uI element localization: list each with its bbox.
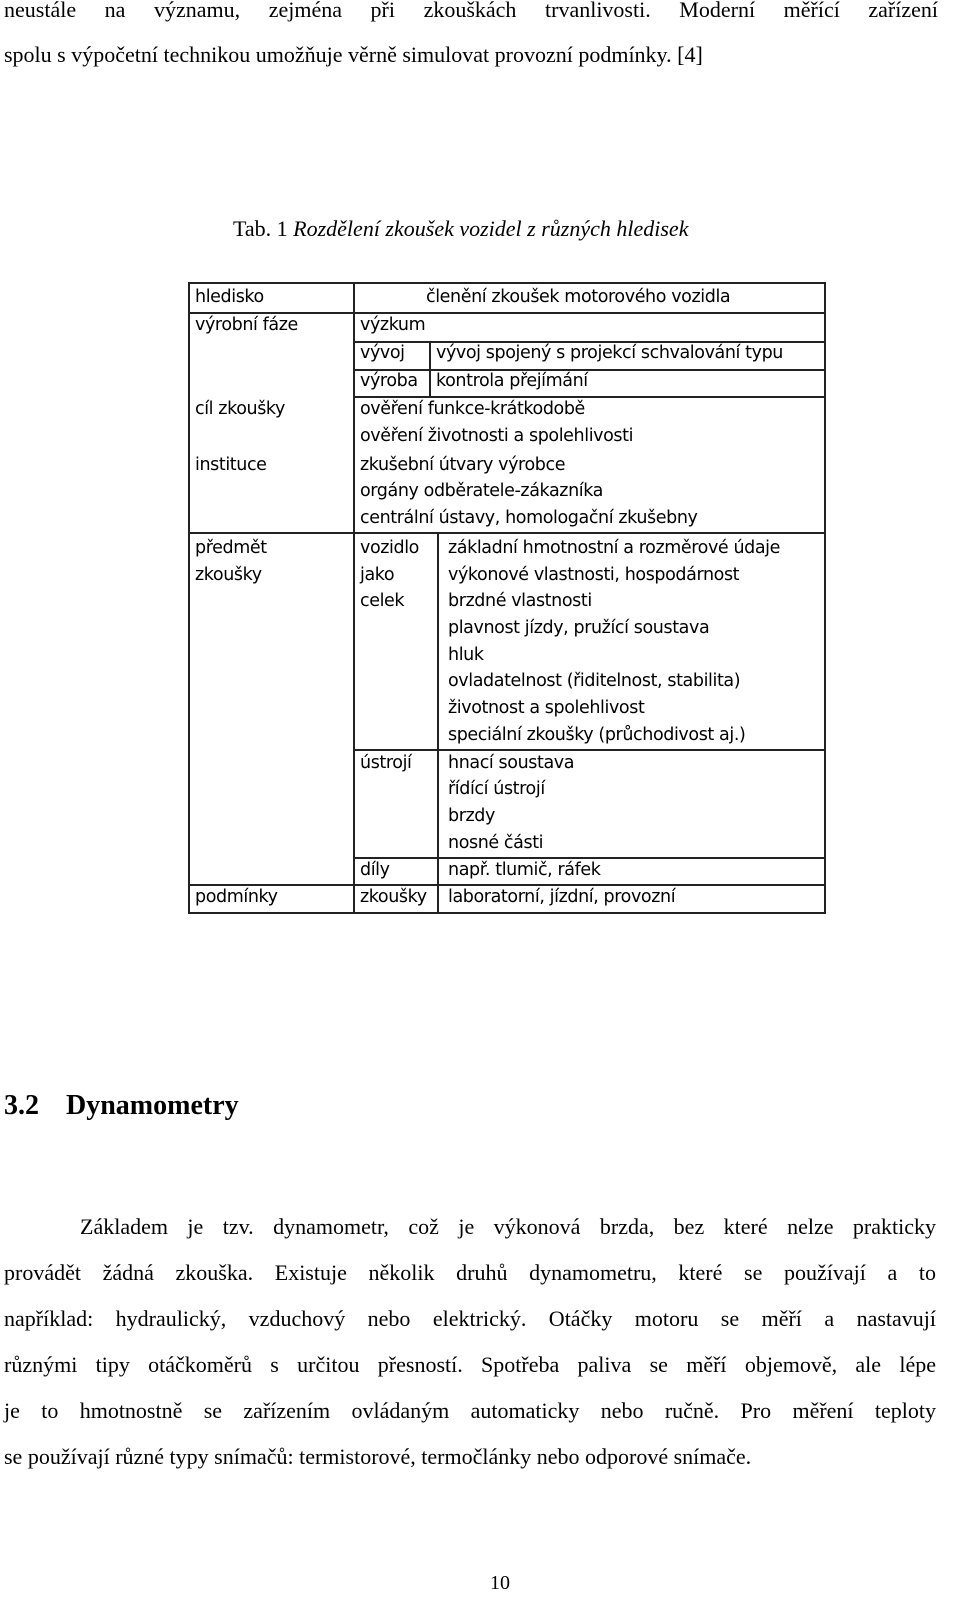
cell-hledisko: hledisko (195, 287, 264, 307)
caption-prefix: Tab. 1 (233, 216, 288, 241)
cell-ustroji-4: nosné části (448, 833, 544, 853)
cell-vyrobni-faze: výrobní fáze (195, 315, 298, 335)
cell-vyroba-popis: kontrola přejímání (436, 371, 588, 391)
cell-instituce: instituce (195, 455, 267, 475)
cell-vozidlo-2: výkonové vlastnosti, hospodárnost (448, 565, 740, 585)
cell-vozidlo-1: základní hmotnostní a rozměrové údaje (448, 538, 781, 558)
section-number: 3.2 (4, 1090, 39, 1121)
cell-vozidlo-6: ovladatelnost (řiditelnost, stabilita) (448, 671, 741, 691)
cell-cil-2: ověření životnosti a spolehlivosti (360, 426, 634, 446)
cell-vozidlo-4: plavnost jízdy, pružící soustava (448, 618, 710, 638)
intro-line-2: spolu s výpočetní technikou umožňuje věrně simulovat provozní podmínky. [4] (4, 42, 703, 67)
table-caption (233, 216, 688, 242)
cell-podminky: podmínky (195, 887, 278, 907)
cell-vozidlo-3: brzdné vlastnosti (448, 591, 592, 611)
cell-podminky-1: laboratorní, jízdní, provozní (448, 887, 676, 907)
body-line-6: se používají různé typy snímačů: termistorové, termočlánky nebo odporové snímače. (4, 1444, 752, 1469)
caption-title: Rozdělení zkoušek vozidel z různých hledisek (293, 216, 689, 241)
cell-cil-1: ověření funkce-krátkodobě (360, 399, 585, 419)
tests-table (188, 282, 826, 914)
cell-dily-1: např. tlumič, ráfek (448, 860, 601, 880)
section-heading (4, 1090, 239, 1122)
cell-vozidlo-8: speciální zkoušky (průchodivost aj.) (448, 725, 746, 745)
cell-vyzkum: výzkum (360, 315, 426, 335)
cell-zkousky-1: zkoušky (195, 565, 262, 585)
cell-jako: jako (360, 565, 395, 585)
body-line-3: například: hydraulický, vzduchový nebo elektrický. Otáčky motoru se měří a nastavují (4, 1306, 936, 1331)
cell-vyroba: výroba (360, 371, 418, 391)
cell-celek: celek (360, 591, 405, 611)
cell-instituce-2: orgány odběratele-zákazníka (360, 481, 603, 501)
cell-instituce-3: centrální ústavy, homologační zkušebny (360, 508, 698, 528)
body-line-4: různými tipy otáčkoměrů s určitou přesností. Spotřeba paliva se měří objemově, ale lépe (4, 1352, 936, 1377)
cell-ustroji: ústrojí (360, 753, 412, 773)
cell-instituce-1: zkušební útvary výrobce (360, 455, 566, 475)
section-title: Dynamometry (66, 1090, 239, 1121)
cell-dily: díly (360, 860, 390, 880)
cell-vozidlo: vozidlo (360, 538, 419, 558)
cell-header-cleneni: členění zkoušek motorového vozidla (426, 287, 731, 307)
cell-cil-zkousky: cíl zkoušky (195, 399, 285, 419)
cell-vozidlo-5: hluk (448, 645, 484, 665)
cell-predmet: předmět (195, 538, 267, 558)
cell-ustroji-2: řídící ústrojí (448, 779, 545, 799)
cell-vyvoj-popis: vývoj spojený s projekcí schvalování typu (436, 343, 783, 363)
cell-ustroji-3: brzdy (448, 806, 495, 826)
intro-line-1: neustále na významu, zejména při zkouškách trvanlivosti. Moderní měřící zařízení (4, 0, 938, 22)
page-number: 10 (490, 1572, 510, 1594)
cell-vyvoj: vývoj (360, 343, 405, 363)
body-line-2: provádět žádná zkouška. Existuje několik druhů dynamometru, které se používají a to (4, 1260, 936, 1285)
body-line-5: je to hmotnostně se zařízením ovládaným automaticky nebo ručně. Pro měření teploty (4, 1398, 936, 1423)
cell-zkousky-2: zkoušky (360, 887, 427, 907)
body-line-1: Základem je tzv. dynamometr, což je výkonová brzda, bez které nelze prakticky (80, 1214, 936, 1239)
cell-vozidlo-7: životnost a spolehlivost (448, 698, 645, 718)
cell-ustroji-1: hnací soustava (448, 753, 575, 773)
